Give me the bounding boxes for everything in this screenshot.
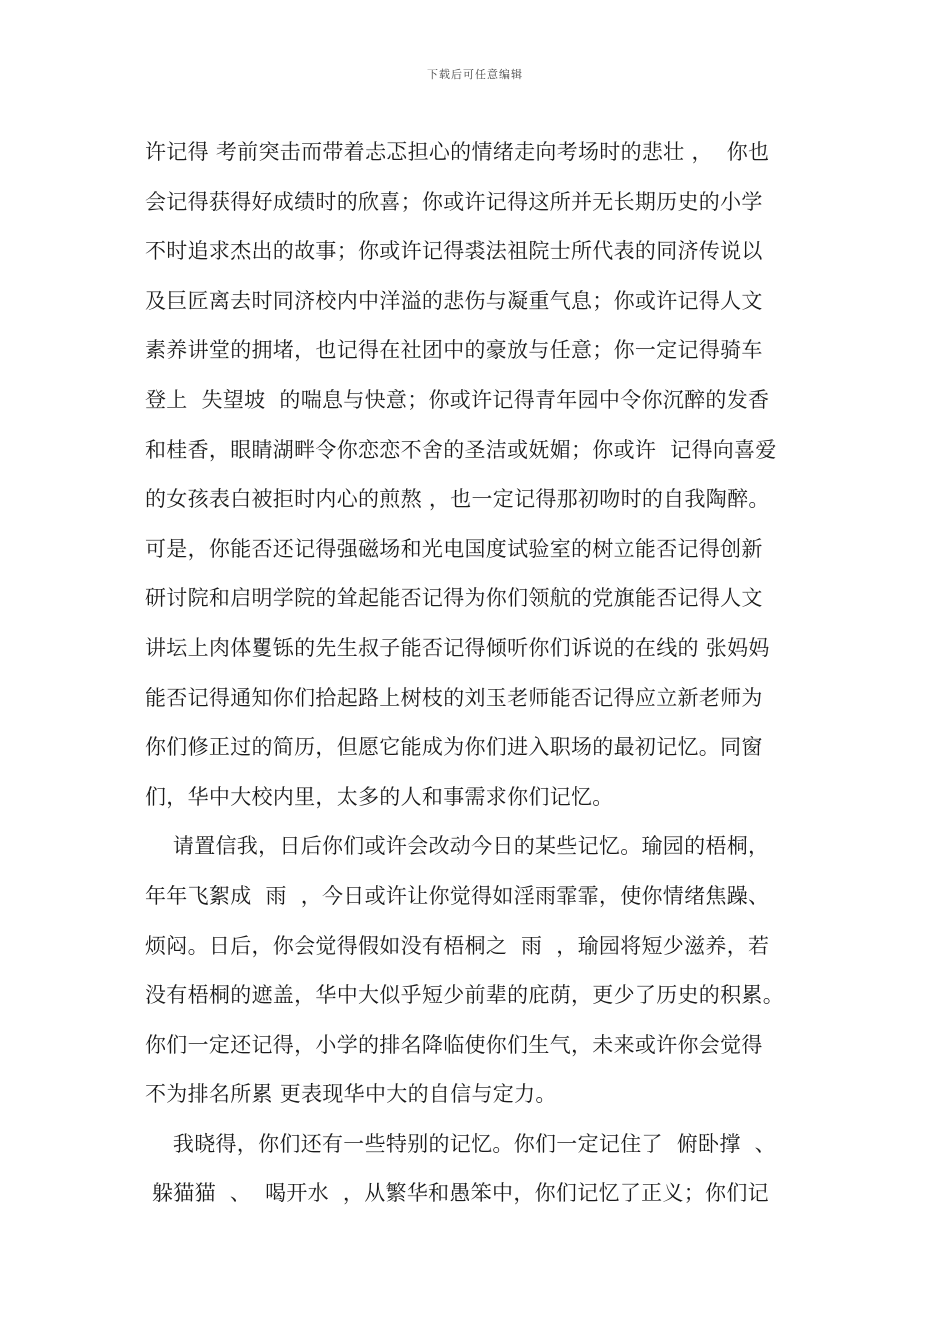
text-line: 请置信我，日后你们或许会改动今日的某些记忆。瑜园的梧桐， <box>145 834 770 859</box>
document-body <box>145 132 825 1223</box>
text-line: 不为排名所累 更表现华中大的自信与定力。 <box>145 1082 557 1107</box>
text-line: 的女孩表白被拒时内心的煎熬 ，也一定记得那初吻时的自我陶醉。 <box>145 487 770 512</box>
text-line: 能否记得通知你们拾起路上树枝的刘玉老师能否记得应立新老师为 <box>145 685 763 710</box>
text-line: 许记得 考前突击而带着忐忑担心的情绪走向考场时的悲壮 ， 你也 <box>145 140 770 164</box>
text-line: 和桂香，眼睛湖畔令你恋恋不舍的圣洁或妩媚；你或许 记得向喜爱 <box>145 437 777 462</box>
text-line: 年年飞絮成 雨 ，今日或许让你觉得如淫雨霏霏，使你情绪焦躁、 <box>145 883 770 908</box>
text-line: 们，华中大校内里，太多的人和事需求你们记忆。 <box>145 784 614 809</box>
text-line: 讲坛上肉体矍铄的先生叔子能否记得倾听你们诉说的在线的 张妈妈 <box>145 635 770 660</box>
text-line: 烦闷。日后，你会觉得假如没有梧桐之 雨 ，瑜园将短少滋养，若 <box>145 933 770 958</box>
text-line: 你们一定还记得，小学的排名降临使你们生气，未来或许你会觉得 <box>145 1032 763 1057</box>
text-line: 躲猫猫 、 喝开水 ，从繁华和愚笨中，你们记忆了正义；你们记 <box>145 1181 769 1206</box>
text-line: 没有梧桐的遮盖，华中大似乎短少前辈的庇荫，更少了历史的积累。 <box>145 983 784 1008</box>
text-line: 你们修正过的简历，但愿它能成为你们进入职场的最初记忆。同窗 <box>145 735 763 760</box>
text-line: 素养讲堂的拥堵，也记得在社团中的豪放与任意；你一定记得骑车 <box>145 338 763 363</box>
text-line: 可是，你能否还记得强磁场和光电国度试验室的树立能否记得创新 <box>145 536 763 561</box>
text-line: 登上 失望坡 的喘息与快意；你或许记得青年园中令你沉醉的发香 <box>145 387 770 412</box>
text-line: 会记得获得好成绩时的欣喜；你或许记得这所并无长期历史的小学 <box>145 189 763 214</box>
text-line: 研讨院和启明学院的耸起能否记得为你们领航的党旗能否记得人文 <box>145 586 763 611</box>
page-header: 下载后可任意编辑 <box>427 68 523 81</box>
text-line: 不时追求杰出的故事；你或许记得裘法祖院士所代表的同济传说以 <box>145 239 763 264</box>
text-line: 我晓得，你们还有一些特别的记忆。你们一定记住了 俯卧撑 、 <box>145 1131 776 1156</box>
text-line: 及巨匠离去时同济校内中洋溢的悲伤与凝重气息；你或许记得人文 <box>145 288 763 313</box>
